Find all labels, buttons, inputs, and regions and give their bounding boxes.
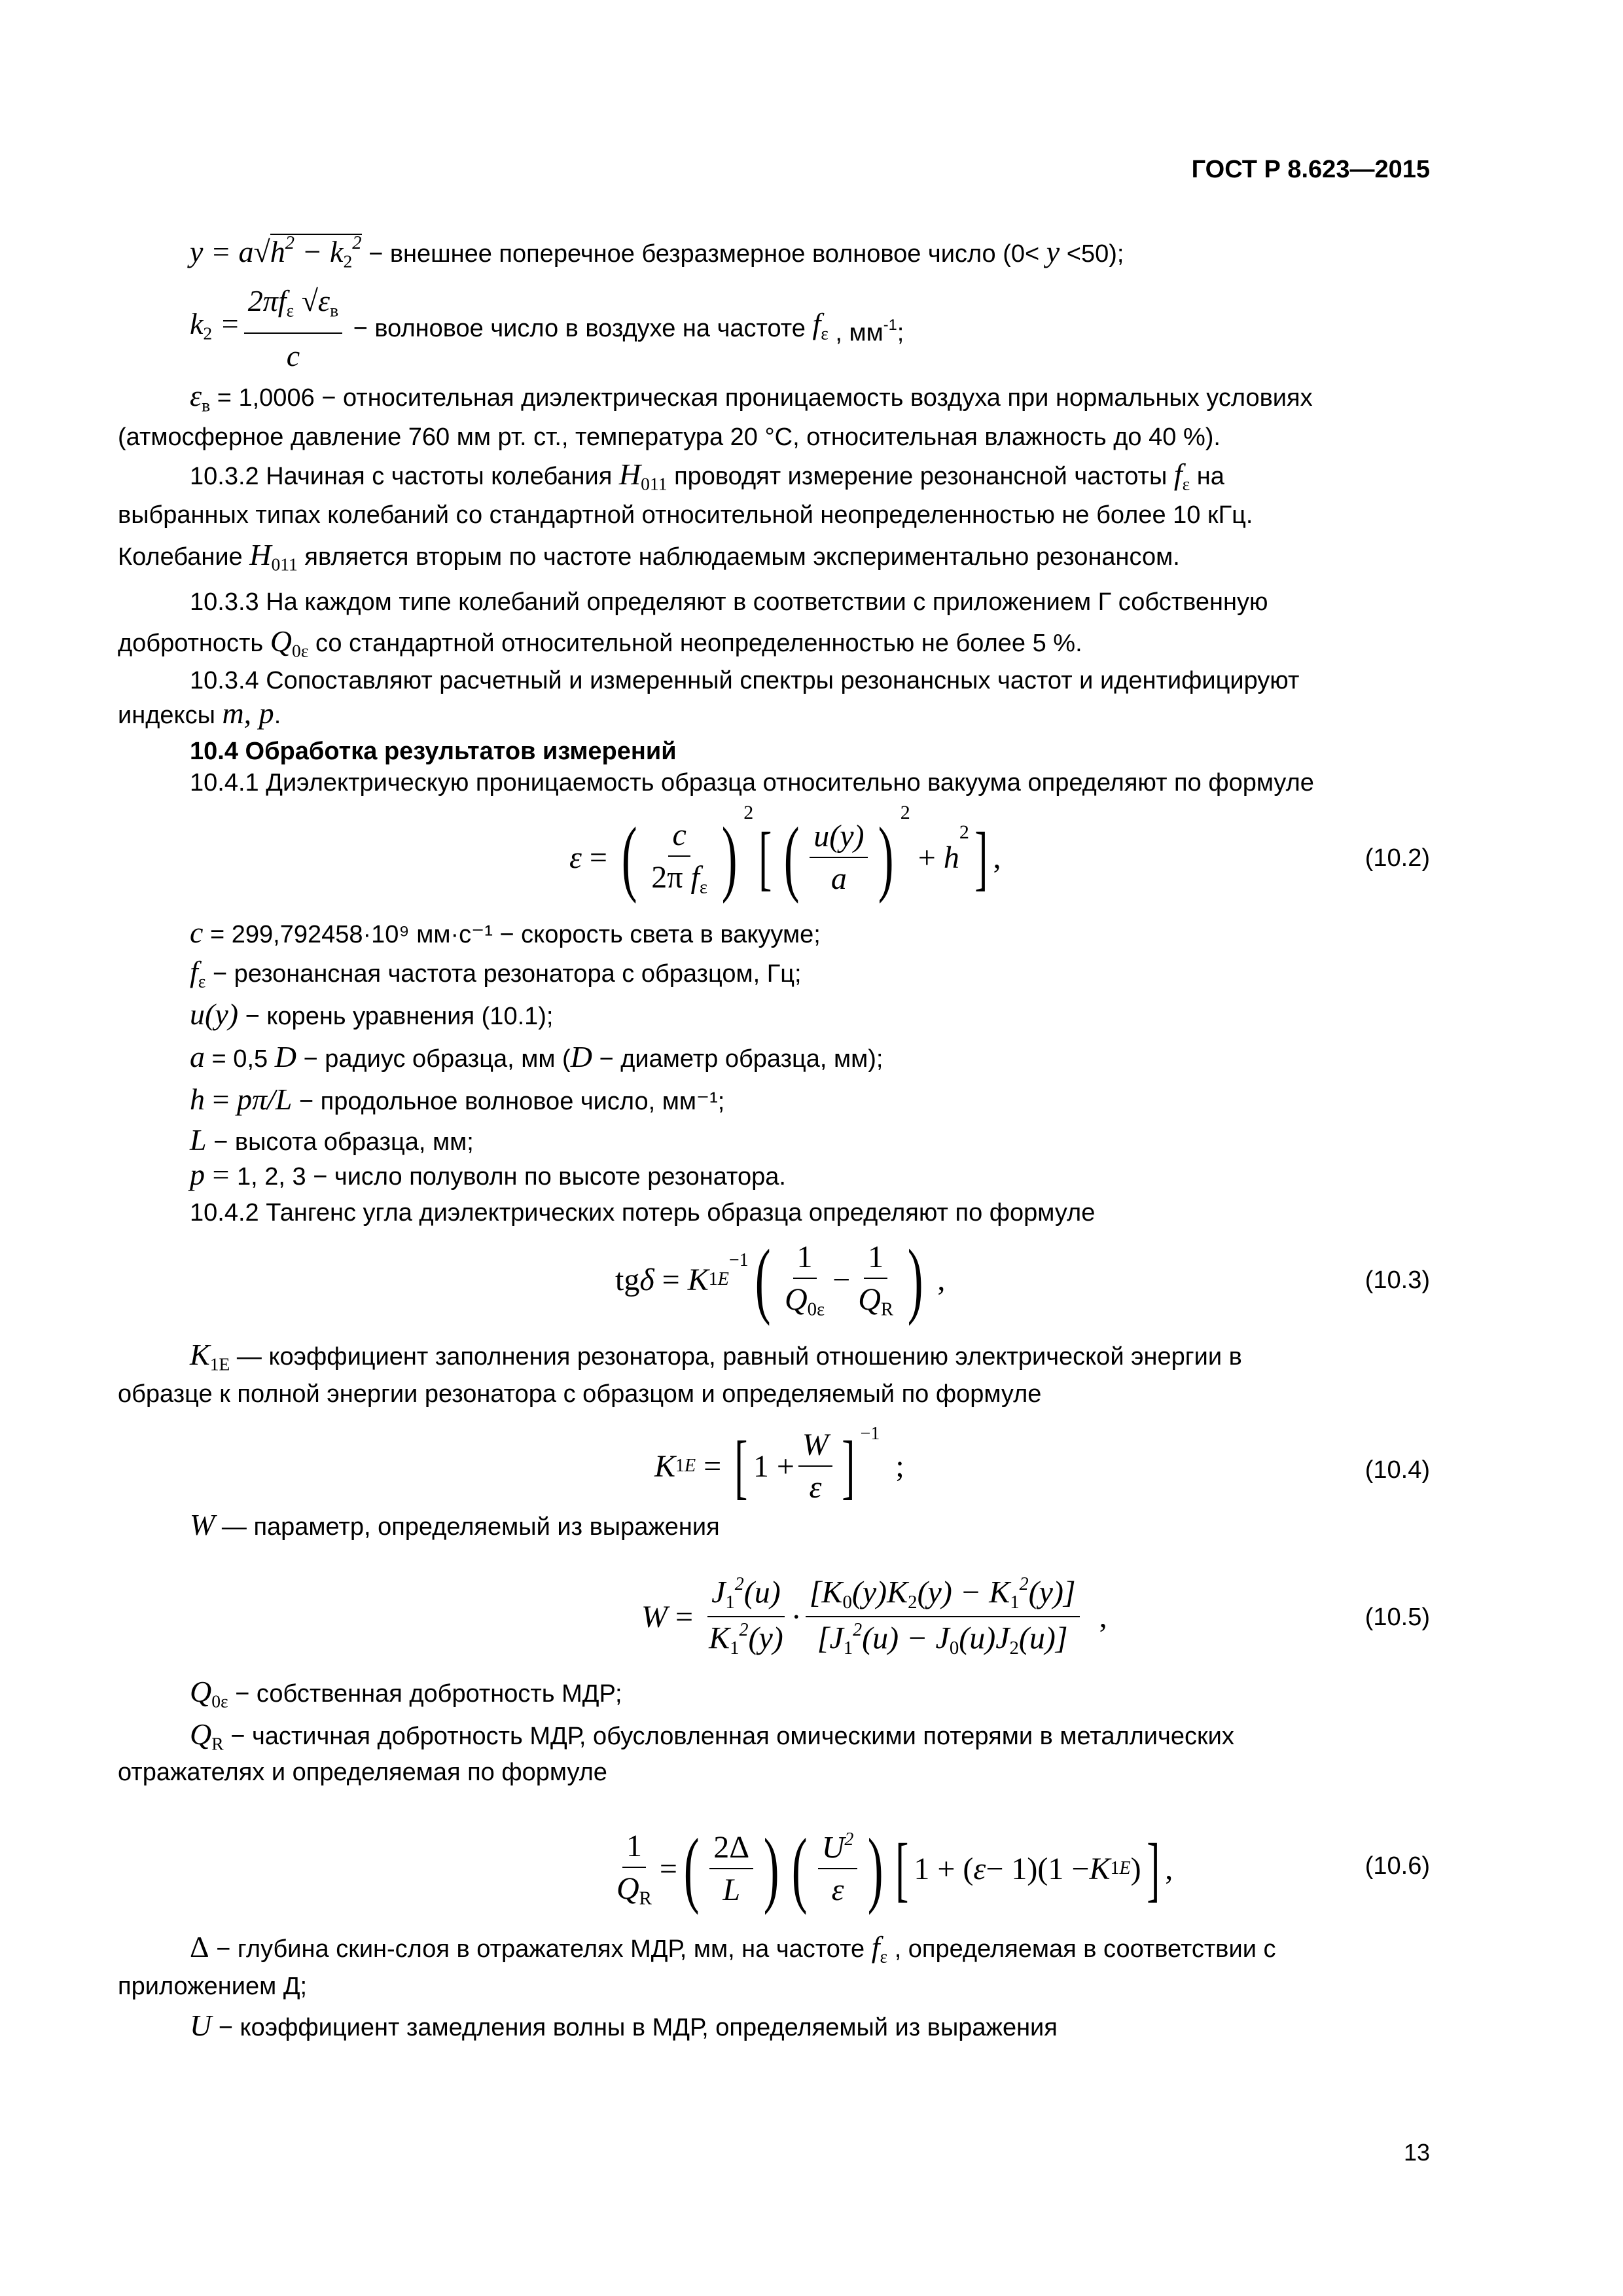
qr-def-line1: $Q_R$ − частичная добротность МДР, обусловленная омическими потерями в металлических (190, 1717, 1234, 1754)
def-c: c = 299,792458·10⁹ мм·с⁻¹ − скорость света в вакууме; (190, 916, 821, 949)
q0-def: $Q_{0\varepsilon}$ − собственная добротность МДР; (190, 1675, 622, 1712)
def-L: L − высота образца, мм; (190, 1123, 474, 1157)
formula-10-3: tg δ = K 1E −1 ( $\frac{1}{Q_{0\varepsilon}}$ − $\frac{1}{Q_R}$ ) , (615, 1232, 946, 1327)
para-10-3-4-line1: 10.3.4 Сопоставляют расчетный и измеренный спектры резонансных частот и идентифицируют (190, 667, 1300, 694)
eps-air-line1: $\varepsilon_в = 1,0006$ − относительная диэлектрическая проницаемость воздуха при нормальных условиях (190, 379, 1313, 416)
k2-fraction: $\frac{2\pi f_\varepsilon √\varepsilon_в}{c}$ (244, 281, 342, 376)
y-formula: $y = a√h^2 - k_2^2$ (190, 233, 362, 272)
def-u: u(y) − корень уравнения (10.1); (190, 997, 554, 1031)
eq-number-10-3: (10.3) (1364, 1266, 1430, 1294)
delta-def-line2: приложением Д; (118, 1973, 308, 2000)
def-f: $f_\varepsilon$ − резонансная частота резонатора с образцом, Гц; (190, 955, 802, 992)
def-a: a = 0,5 D − радиус образца, мм (D − диаметр образца, мм); (190, 1040, 883, 1073)
k1e-def-line1: $K_{1E}$ — коэффициент заполнения резонатора, равный отношению электрической энергии в (190, 1338, 1242, 1374)
eps-air-line2: (атмосферное давление 760 мм рт. ст., температура 20 °С, относительная влажность до 40 %). (118, 423, 1221, 451)
eq-number-10-2: (10.2) (1364, 844, 1430, 872)
page-number: 13 (1403, 2139, 1430, 2166)
formula-10-6: $\frac{1}{Q_R}$ = ( $\frac{2\Delta}{L}$ ) ( $\frac{U^2}{\varepsilon}$ ) [ 1 + ( ε − 1)(1 − K 1E ) ] , (616, 1821, 1173, 1916)
para-10-3-4-line2: индексы m, p. (118, 696, 281, 730)
u-def: U − коэффициент замедления волны в МДР, определяемый из выражения (190, 2009, 1058, 2042)
eq-number-10-5: (10.5) (1364, 1604, 1430, 1631)
section-heading-10-4: 10.4 Обработка результатов измерений (190, 738, 677, 765)
formula-10-2: ε = ( $\frac{c}{2\pi f_\varepsilon}$ ) 2 [ ( $\frac{u(y)}{a}$ ) 2 + h 2 ] , (569, 802, 1001, 905)
para-10-3-2-line3: Колебание $H_{011}$ является вторым по частоте наблюдаемым экспериментально резонансом. (118, 538, 1180, 575)
delta-def-line1: Δ − глубина скин-слоя в отражателях МДР, мм, на частоте $f_\varepsilon$ , определяемая в соответствии с (190, 1930, 1276, 1967)
formula-10-4: K 1E = [ 1 + $\frac{W}{\varepsilon}$ ] −1 ; (654, 1424, 904, 1506)
k1e-def-line2: образце к полной энергии резонатора с образцом и определяемый по формуле (118, 1380, 1042, 1408)
formula-10-5: W = $\frac{J_1^2(u)}{K_1^2(y)}$ · $\frac{[K_0(y)K_2(y) - K_1^2(y)]}{[J_1^2(u) - J_0(u)J_2(u)]}$ , (641, 1573, 1107, 1659)
eq-number-10-4: (10.4) (1364, 1456, 1430, 1484)
w-def: W — параметр, определяемый из выражения (190, 1508, 720, 1541)
para-10-3-3-line2: добротность $Q_{0\varepsilon}$ со стандартной относительной неопределенностью не более 5 %. (118, 624, 1082, 661)
document-header: ГОСТ Р 8.623—2015 (1191, 156, 1430, 183)
para-10-4-2: 10.4.2 Тангенс угла диэлектрических потерь образца определяют по формуле (190, 1199, 1096, 1227)
def-h: h = pπ/L − продольное волновое число, мм⁻¹; (190, 1083, 725, 1116)
def-p: p = 1, 2, 3 − число полуволн по высоте резонатора. (190, 1158, 786, 1191)
para-10-3-2-line2: выбранных типах колебаний со стандартной относительной неопределенностью не более 10 кГц. (118, 501, 1253, 529)
para-10-3-2-line1: 10.3.2 Начиная с частоты колебания $H_{011}$ проводят измерение резонансной частоты $f_\varepsilon$ на (190, 457, 1224, 494)
y-definition: $y = a√h^2 - k_2^2$ − внешнее поперечное безразмерное волновое число (0< y <50); (190, 233, 1124, 272)
k2-definition: $k_2$ = $\frac{2\pi f_\varepsilon √\varepsilon_в}{c}$ − волновое число в воздухе на частоте $f_\varepsilon$ , $мм^{-1}$; (190, 281, 904, 376)
para-10-3-3-line1: 10.3.3 На каждом типе колебаний определяют в соответствии с приложением Г собственную (190, 588, 1268, 616)
qr-def-line2: отражателях и определяемая по формуле (118, 1759, 607, 1786)
eq-number-10-6: (10.6) (1364, 1852, 1430, 1880)
para-10-4-1: 10.4.1 Диэлектрическую проницаемость образца относительно вакуума определяют по формуле (190, 769, 1314, 797)
